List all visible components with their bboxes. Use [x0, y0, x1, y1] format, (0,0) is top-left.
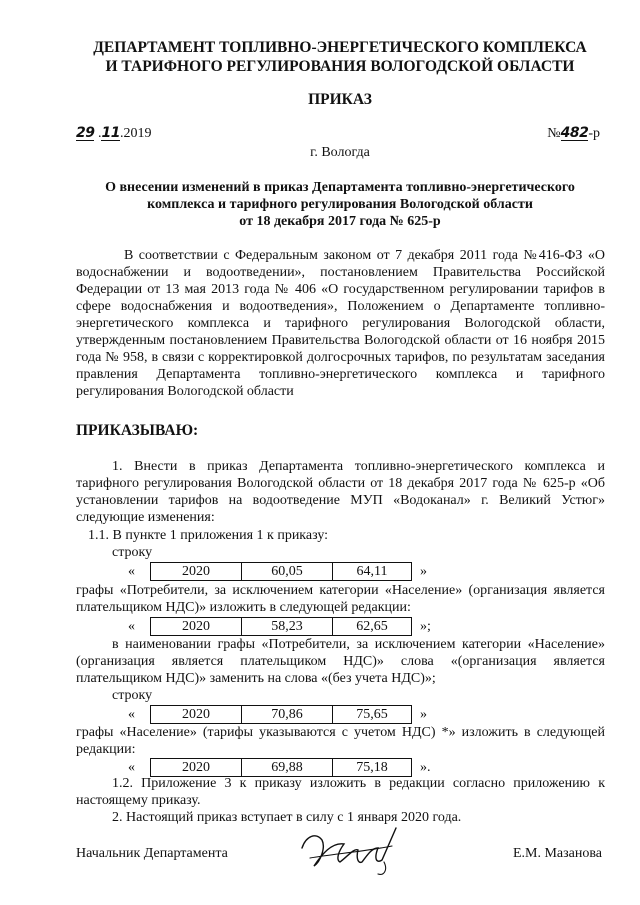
handwritten-signature — [292, 818, 412, 878]
tariff-cells — [150, 617, 412, 636]
order-subject — [100, 179, 580, 230]
subject-line-2: комплекса и тарифного регулирования Вологодской области — [147, 197, 533, 212]
text-after-row-3: графы «Население» (тарифы указываются с учетом НДС) *» изложить в следующей редакции: — [76, 725, 605, 757]
signatory-name: Е.М. Мазанова — [512, 846, 602, 861]
item-1-1: 1.1. В пункте 1 приложения 1 к приказу: — [88, 528, 329, 543]
signatory-position: Начальник Департамента — [76, 846, 228, 861]
subject-line-1: О внесении изменений в приказ Департамента топливно-энергетического — [105, 180, 575, 195]
item-1-paragraph: 1. Внести в приказ Департамента топливно-энергетического комплекса и тарифного регулирования Вологодской области от 18 декабря 2017 года № 625-р «Об установлении тарифов на водоотведение МУП «Водоканал» г. Великий Устюг» следующие изменения: — [76, 459, 605, 525]
stroku-label-2: строку — [112, 688, 153, 703]
date-year: .2019 — [119, 126, 152, 141]
tariff-cells — [150, 562, 412, 581]
tariff-row — [128, 562, 427, 581]
tariff-value-1: 60,05 — [241, 563, 332, 580]
row-open-quote: « — [128, 706, 135, 722]
department-line-2: И ТАРИФНОГО РЕГУЛИРОВАНИЯ ВОЛОГОДСКОЙ ОБЛАСТИ — [105, 58, 575, 75]
row-open-quote: « — [128, 618, 135, 634]
department-line-1: ДЕПАРТАМЕНТ ТОПЛИВНО-ЭНЕРГЕТИЧЕСКОГО КОМПЛЕКСА — [93, 39, 587, 56]
text-after-row-2: в наименовании графы «Потребители, за исключением категории «Население» (организация является плательщиком НДС)» слова «(организация является плательщиком НДС)» заменить на слова «(без учета НДС)»; — [76, 637, 605, 686]
date-day: 29 — [76, 125, 95, 141]
row-open-quote: « — [128, 563, 135, 579]
item-2-paragraph: 2. Настоящий приказ вступает в силу с 1 января 2020 года. — [112, 810, 462, 825]
tariff-year: 2020 — [182, 619, 210, 634]
tariff-year: 2020 — [182, 564, 210, 579]
document-type: ПРИКАЗ — [308, 91, 372, 108]
number-prefix: № — [547, 126, 561, 141]
tariff-year: 2020 — [182, 760, 210, 775]
text-after-row-1: графы «Потребители, за исключением категории «Население» (организация является плательщиком НДС)» изложить в следующей редакции: — [76, 583, 605, 615]
tariff-value-1: 69,88 — [241, 759, 332, 776]
date-month: 11 — [101, 125, 120, 141]
tariff-cells — [150, 705, 412, 724]
command-heading: ПРИКАЗЫВАЮ: — [76, 422, 199, 439]
order-date: 29 .11.2019 — [76, 125, 152, 141]
tariff-value-2: 75,65 — [332, 706, 411, 723]
tariff-value-2: 75,18 — [332, 759, 411, 776]
row-close-quote: »; — [420, 618, 431, 634]
number-suffix: -р — [588, 126, 600, 141]
preamble-paragraph: В соответствии с Федеральным законом от 7 декабря 2011 года №416-ФЗ «О водоснабжении и водоотведении», постановлением Правительства Российской Федерации от 13 мая 2013 года № 406 «О государственном регулировании тарифов в сфере водоснабжения и водоотведения», Положением о Департаменте топливно-энергетического комплекса и тарифного регулирования Вологодской области, утвержденным постановлением Правительства Вологодской области от 16 ноября 2015 года № 958, в связи с корректировкой долгосрочных тарифов, по результатам заседания правления Департамента топливно-энергетического комплекса и тарифного регулирования Вологодской области — [76, 248, 605, 399]
order-number — [547, 126, 600, 142]
row-open-quote: « — [128, 759, 135, 775]
tariff-value-2: 64,11 — [332, 563, 411, 580]
tariff-value-1: 70,86 — [241, 706, 332, 723]
item-1-2-paragraph: 1.2. Приложение 3 к приказу изложить в редакции согласно приложению к настоящему приказу. — [76, 776, 605, 808]
number-value: 482 — [560, 125, 589, 141]
tariff-value-2: 62,65 — [332, 618, 411, 635]
city: г. Вологда — [310, 145, 370, 160]
stroku-label-1: строку — [112, 545, 153, 560]
row-close-quote: » — [420, 563, 427, 579]
department-heading — [60, 38, 620, 76]
row-close-quote: » — [420, 706, 427, 722]
tariff-row — [128, 705, 427, 724]
tariff-row — [128, 617, 431, 636]
tariff-year: 2020 — [182, 707, 210, 722]
tariff-value-1: 58,23 — [241, 618, 332, 635]
row-close-quote: ». — [420, 759, 431, 775]
subject-line-3: от 18 декабря 2017 года № 625-р — [239, 214, 441, 229]
